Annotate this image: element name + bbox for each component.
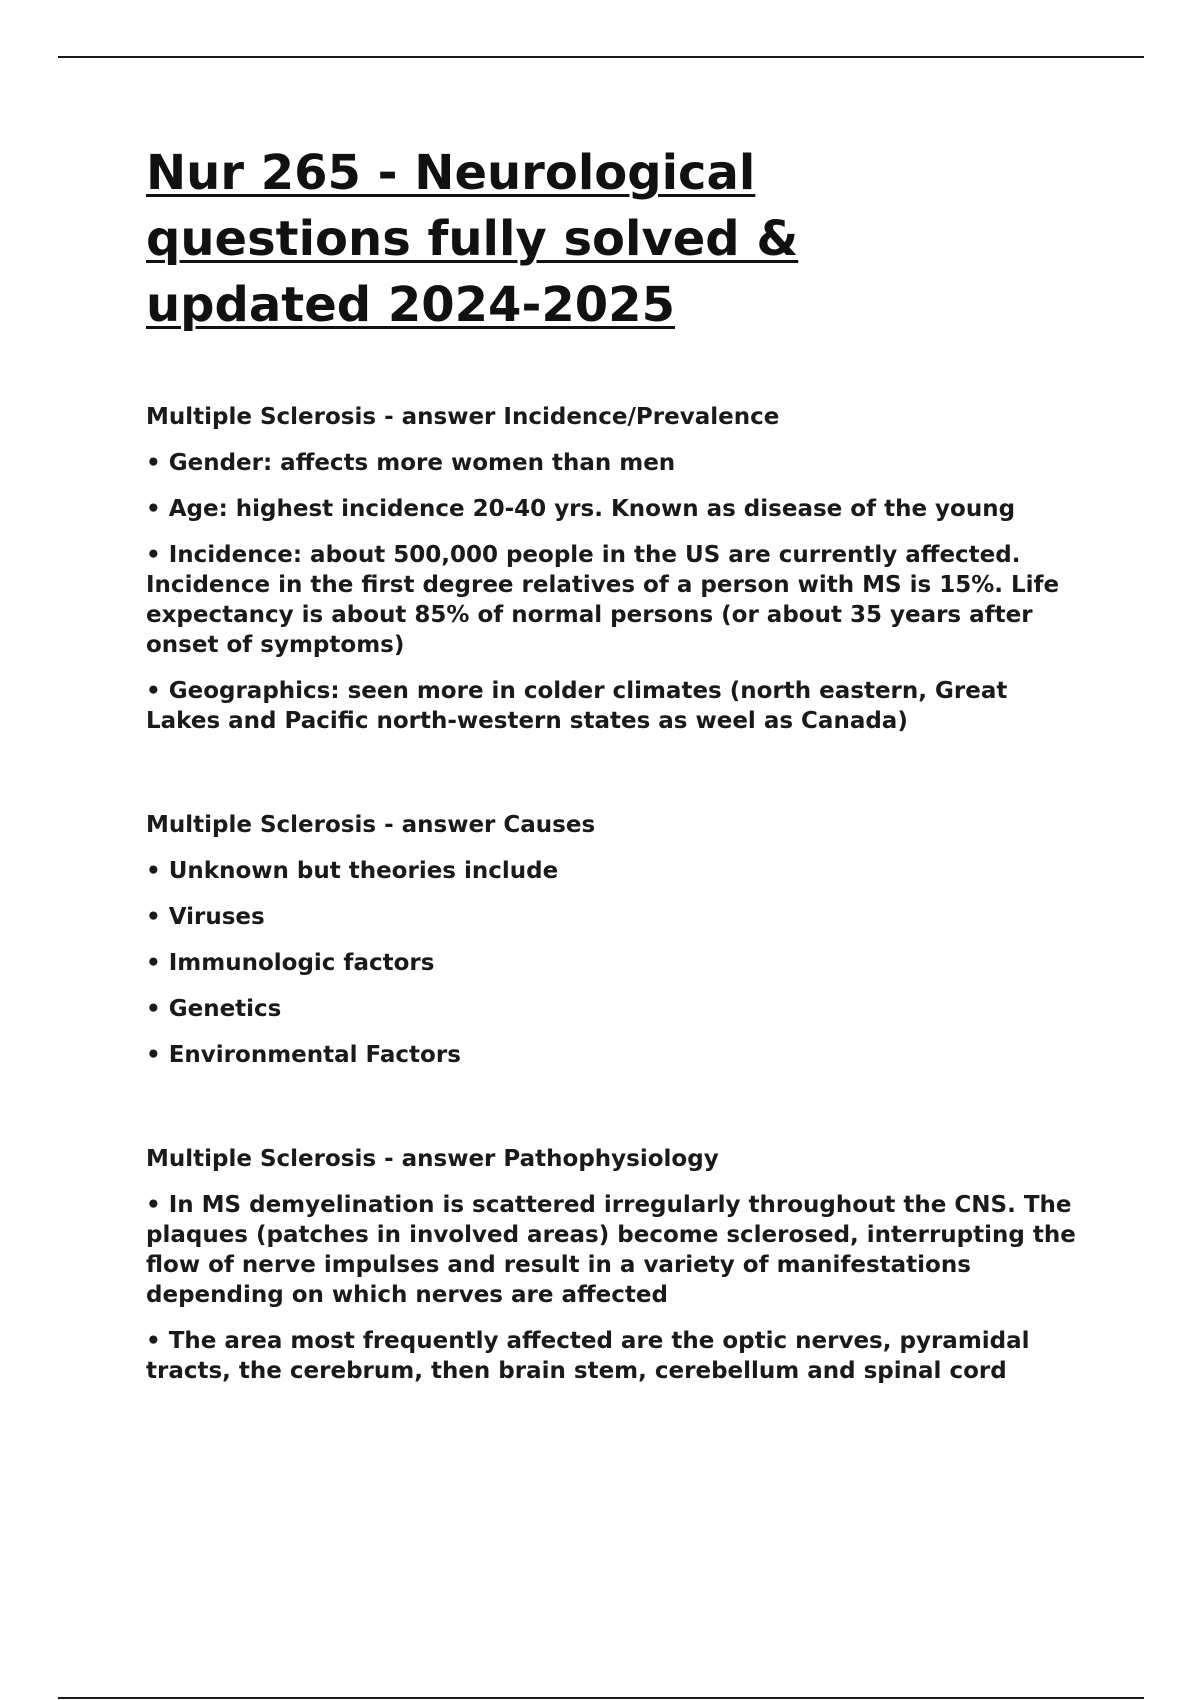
list-item [146,948,1086,978]
bullet-list [146,856,1086,1070]
list-item [146,494,1086,524]
bullet-text: Environmental Factors [168,1042,461,1068]
top-divider [58,56,1144,58]
bullet-text: Incidence: about 500,000 people in the US are currently affected. Incidence in the first degree relatives of a person with MS is 15%. Life expectancy is about 85% of normal persons (or about 35 years after onset of symptoms) [146,542,1060,658]
bullet-icon: • [146,450,161,476]
document-title: Nur 265 - Neurological questions fully solved & updated 2024-2025 [146,145,799,333]
bullet-icon: • [146,996,161,1022]
bullet-icon: • [146,904,161,930]
bullet-icon: • [146,1192,161,1218]
bullet-icon: • [146,1042,161,1068]
section-causes [146,810,1086,1070]
bullet-icon: • [146,542,161,568]
list-item [146,1190,1086,1310]
bullet-text: In MS demyelination is scattered irregularly throughout the CNS. The plaques (patches in involved areas) become sclerosed, interrupting the flow of nerve impulses and result in a variety of manifestations depending on which nerves are affected [146,1192,1076,1308]
bullet-icon: • [146,950,161,976]
list-item [146,856,1086,886]
section-incidence-prevalence [146,402,1086,736]
bullet-text: Age: highest incidence 20-40 yrs. Known as disease of the young [168,496,1016,522]
bullet-icon: • [146,496,161,522]
list-item [146,540,1086,660]
list-item [146,448,1086,478]
bullet-text: Gender: affects more women than men [168,450,676,476]
bullet-list [146,1190,1086,1386]
bullet-text: Genetics [168,996,282,1022]
bullet-icon: • [146,1328,161,1354]
section-pathophysiology [146,1144,1086,1386]
list-item [146,1326,1086,1386]
bullet-text: Geographics: seen more in colder climates (north eastern, Great Lakes and Pacific north-western states as weel as Canada) [146,678,1008,734]
list-item [146,994,1086,1024]
list-item [146,1040,1086,1070]
section-heading: Multiple Sclerosis - answer Incidence/Prevalence [146,404,780,430]
bullet-icon: • [146,678,161,704]
section-heading: Multiple Sclerosis - answer Pathophysiology [146,1146,719,1172]
bullet-text: Viruses [168,904,265,930]
document-body [146,140,1086,1386]
section-heading: Multiple Sclerosis - answer Causes [146,812,596,838]
bullet-text: Immunologic factors [168,950,435,976]
bullet-list [146,448,1086,736]
bullet-text: The area most frequently affected are the optic nerves, pyramidal tracts, the cerebrum, then brain stem, cerebellum and spinal cord [146,1328,1030,1384]
bullet-icon: • [146,858,161,884]
bottom-divider [58,1697,1144,1699]
list-item [146,902,1086,932]
bullet-text: Unknown but theories include [168,858,559,884]
list-item [146,676,1086,736]
